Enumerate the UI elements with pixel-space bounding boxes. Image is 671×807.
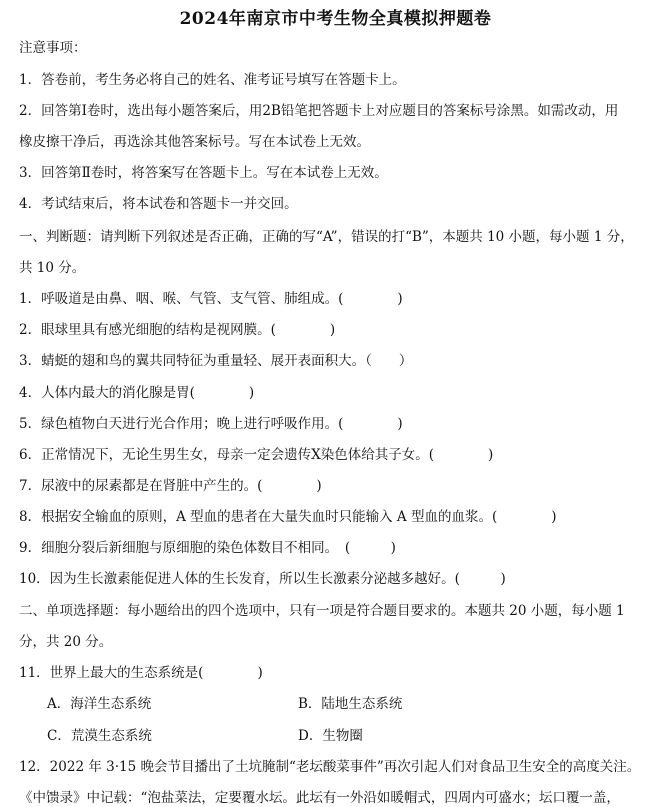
option-c: C．荒漠生态系统 — [47, 728, 152, 744]
judge-question-7: 7．尿液中的尿素都是在肾脏中产生的。( ) — [19, 478, 322, 494]
section2-heading: 二、单项选择题：每小题给出的四个选项中，只有一项是符合题目要求的。本题共 20 小题，每小题 1 — [19, 603, 625, 619]
judge-question-3: 3．蜻蜓的翅和鸟的翼共同特征为重量轻、展开表面积大。（ ） — [19, 353, 413, 369]
section2-heading-cont: 分，共 20 分。 — [19, 634, 113, 650]
judge-question-5: 5．绿色植物白天进行光合作用；晚上进行呼吸作用。( ) — [19, 416, 403, 432]
judge-question-8: 8．根据安全输血的原则，A 型血的患者在大量失血时只能输入 A 型血的血浆。( ) — [19, 509, 557, 525]
option-d: D．生物圈 — [298, 728, 363, 744]
option-a: A．海洋生态系统 — [47, 696, 152, 712]
notice-item-2: 2．回答第Ⅰ卷时，选出每小题答案后，用2B铅笔把答题卡上对应题目的答案标号涂黑。如需改动，用 — [19, 103, 619, 119]
section1-heading: 一、判断题：请判断下列叙述是否正确，正确的写“A”，错误的打“B”，本题共 10 小题，每小题 1 分， — [19, 229, 634, 245]
judge-question-2: 2．眼球里具有感光细胞的结构是视网膜。( ) — [19, 322, 336, 338]
judge-question-9: 9．细胞分裂后新细胞与原细胞的染色体数目不相同。 ( ) — [19, 540, 396, 556]
notice-item-2-cont: 橡皮擦干净后，再选涂其他答案标号。写在本试卷上无效。 — [19, 134, 370, 150]
judge-question-6: 6．正常情况下，无论生男生女，母亲一定会遗传X染色体给其子女。( ) — [19, 447, 494, 463]
choice-question-12: 12．2022 年 3·15 晚会节目播出了土坑腌制“老坛酸菜事件”再次引起人们对食品卫生安全的高度关注。 — [19, 759, 641, 775]
judge-question-4: 4．人体内最大的消化腺是胃( ) — [19, 385, 255, 401]
notice-heading: 注意事项： — [19, 40, 87, 56]
judge-question-1: 1．呼吸道是由鼻、咽、喉、气管、支气管、肺组成。( ) — [19, 291, 403, 307]
choice-question-11: 11．世界上最大的生态系统是( ) — [19, 665, 263, 681]
choice-question-12-cont: 《中馈录》中记载：“泡盐菜法，定要覆水坛。此坛有一外沿如暖帽式，四周内可盛水；坛口覆一盖， — [19, 790, 620, 806]
section1-heading-cont: 共 10 分。 — [19, 260, 86, 276]
notice-item-3: 3．回答第Ⅱ卷时，将答案写在答题卡上。写在本试卷上无效。 — [19, 165, 388, 181]
notice-item-4: 4．考试结束后，将本试卷和答题卡一并交回。 — [19, 196, 298, 212]
judge-question-10: 10．因为生长激素能促进人体的生长发育，所以生长激素分泌越多越好。( ) — [19, 571, 506, 587]
exam-title: 2024年南京市中考生物全真模拟押题卷 — [179, 9, 492, 29]
notice-item-1: 1．答卷前，考生务必将自己的姓名、准考证号填写在答题卡上。 — [19, 72, 406, 88]
option-b: B．陆地生态系统 — [298, 696, 403, 712]
